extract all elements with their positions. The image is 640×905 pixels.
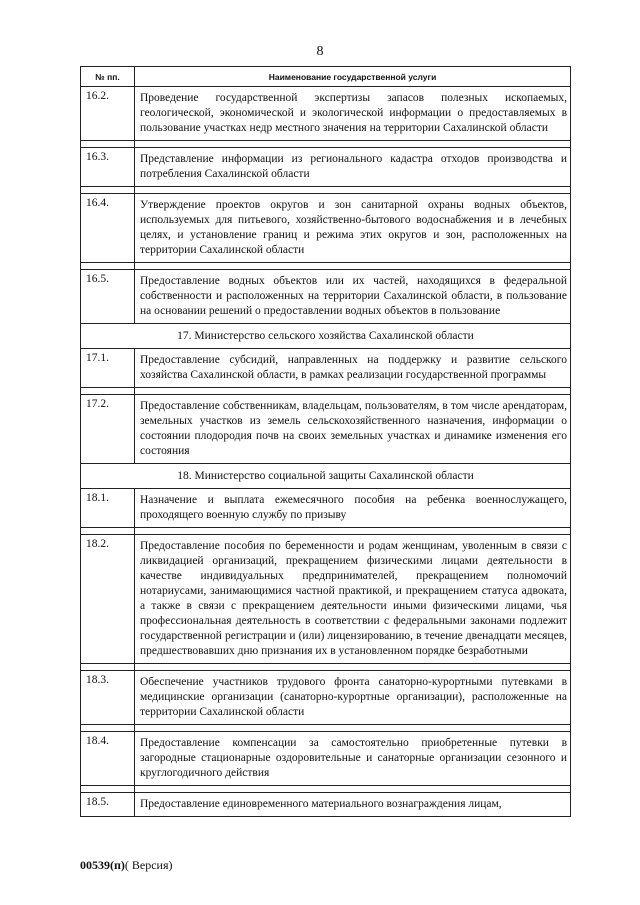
- document-footer: [80, 858, 173, 873]
- table-row: [81, 349, 571, 388]
- table-row: [81, 87, 571, 141]
- row-service-name: Предоставление компенсации за самостоятельно приобретенные путевки в загородные стационарные оздоровительные и санаторные организации сезонного и круглогодичного действия: [135, 732, 571, 786]
- section-heading: 18. Министерство социальной защиты Сахалинской области: [81, 464, 571, 489]
- table-row: [81, 270, 571, 324]
- document-version: ( Версия): [124, 858, 173, 872]
- row-service-name: Предоставление пособия по беременности и родам женщинам, уволенным в связи с ликвидацией организаций, прекращением физическими лицами деятельности в качестве индивидуальных предпринимателей, прекращением полномочий нотариусами, занимающимися частной практикой, и прекращением статуса адвоката, а также в связи с прекращением деятельности иными физическими лицами, чья профессиональная деятельность в соответствии с федеральными законами подлежит государственной регистрации и (или) лицензированию, в течение двенадцати месяцев, предшествовавших дню признания их в установленном порядке безработными: [135, 535, 571, 664]
- row-number: 18.1.: [81, 489, 135, 528]
- table-row: [81, 793, 571, 817]
- row-spacer: [81, 664, 571, 671]
- row-service-name: Предоставление субсидий, направленных на поддержку и развитие сельского хозяйства Сахалинской области, в рамках реализации государственной программы: [135, 349, 571, 388]
- row-number: 18.5.: [81, 793, 135, 817]
- row-number: 18.4.: [81, 732, 135, 786]
- row-service-name: Представление информации из регионального кадастра отходов производства и потребления Сахалинской области: [135, 148, 571, 187]
- row-spacer: [81, 263, 571, 270]
- column-header-number: № пп.: [81, 67, 135, 87]
- row-number: 18.3.: [81, 671, 135, 725]
- table-row: [81, 148, 571, 187]
- section-row: [81, 464, 571, 489]
- row-number: 16.4.: [81, 194, 135, 263]
- row-service-name: Предоставление единовременного материального вознаграждения лицам,: [135, 793, 571, 817]
- row-number: 17.1.: [81, 349, 135, 388]
- row-number: 17.2.: [81, 395, 135, 464]
- row-number: 18.2.: [81, 535, 135, 664]
- table-row: [81, 535, 571, 664]
- column-header-service-name: Наименование государственной услуги: [135, 67, 571, 87]
- table-row: [81, 732, 571, 786]
- row-service-name: Проведение государственной экспертизы запасов полезных ископаемых, геологической, экономической и экологической информации о предоставляемых в пользование участках недр местного значения на территории Сахалинской области: [135, 87, 571, 141]
- row-spacer: [81, 388, 571, 395]
- row-number: 16.5.: [81, 270, 135, 324]
- row-spacer: [81, 786, 571, 793]
- row-number: 16.2.: [81, 87, 135, 141]
- table-row: [81, 395, 571, 464]
- row-spacer: [81, 141, 571, 148]
- section-heading: 17. Министерство сельского хозяйства Сахалинской области: [81, 324, 571, 349]
- services-table: [80, 66, 571, 817]
- row-service-name: Утверждение проектов округов и зон санитарной охраны водных объектов, используемых для питьевого, хозяйственно-бытового водоснабжения и в лечебных целях, и установление границ и режима этих округов и зон, расположенных на территории Сахалинской области: [135, 194, 571, 263]
- row-service-name: Предоставление собственникам, владельцам, пользователям, в том числе арендаторам, земельных участков из земель сельскохозяйственного назначения, информации о состоянии плодородия почв на своих земельных участках и динамике изменения его состояния: [135, 395, 571, 464]
- row-service-name: Обеспечение участников трудового фронта санаторно-курортными путевками в медицинские организации (санаторно-курортные организации), расположенные на территории Сахалинской области: [135, 671, 571, 725]
- table-row: [81, 489, 571, 528]
- page-number: 8: [316, 44, 324, 59]
- section-row: [81, 324, 571, 349]
- row-spacer: [81, 187, 571, 194]
- table-row: [81, 671, 571, 725]
- row-spacer: [81, 528, 571, 535]
- row-spacer: [81, 725, 571, 732]
- row-service-name: Предоставление водных объектов или их частей, находящихся в федеральной собственности и расположенных на территории Сахалинской области, в пользование на основании решений о предоставлении водных объектов в пользование: [135, 270, 571, 324]
- row-service-name: Назначение и выплата ежемесячного пособия на ребенка военнослужащего, проходящего военную службу по призыву: [135, 489, 571, 528]
- document-code: 00539(п): [80, 858, 125, 872]
- table-header-row: [81, 67, 571, 87]
- row-number: 16.3.: [81, 148, 135, 187]
- table-row: [81, 194, 571, 263]
